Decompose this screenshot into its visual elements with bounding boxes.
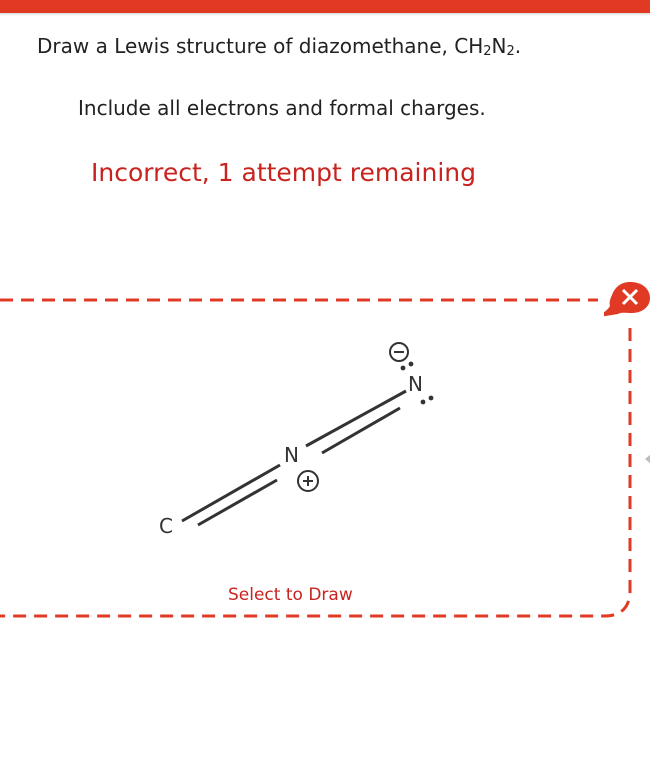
- lone-pair-dot: [409, 362, 414, 367]
- edge-arrow-marker: [645, 454, 650, 464]
- atom-nitrogen-terminal[interactable]: N: [408, 372, 423, 396]
- close-button[interactable]: [604, 280, 650, 320]
- subscript-h: 2: [483, 44, 492, 59]
- drawing-area-graphics: [0, 288, 650, 628]
- atom-carbon[interactable]: C: [159, 514, 173, 538]
- bond-c-n-line-1: [182, 465, 280, 521]
- drawing-area[interactable]: [0, 288, 650, 628]
- bond-c-n-line-2: [198, 480, 277, 525]
- question-suffix: .: [514, 34, 522, 58]
- question-mid: N: [491, 34, 507, 58]
- atom-nitrogen-central[interactable]: N: [284, 443, 299, 467]
- lone-pair-dot: [401, 366, 406, 371]
- feedback-message: Incorrect, 1 attempt remaining: [91, 158, 477, 187]
- question-text: [37, 34, 521, 59]
- bond-n-n-line-1: [306, 391, 406, 446]
- top-bar-shadow: [0, 13, 650, 16]
- question-prefix: Draw a Lewis structure of diazomethane, CH: [37, 34, 484, 58]
- close-icon: [604, 280, 650, 320]
- select-to-draw-link[interactable]: Select to Draw: [228, 585, 353, 605]
- drawing-frame: [0, 300, 630, 616]
- instruction-text: Include all electrons and formal charges.: [78, 96, 486, 120]
- lone-pair-dot: [421, 400, 426, 405]
- top-accent-bar: [0, 0, 650, 13]
- lone-pair-dot: [429, 396, 434, 401]
- subscript-n: 2: [506, 44, 515, 59]
